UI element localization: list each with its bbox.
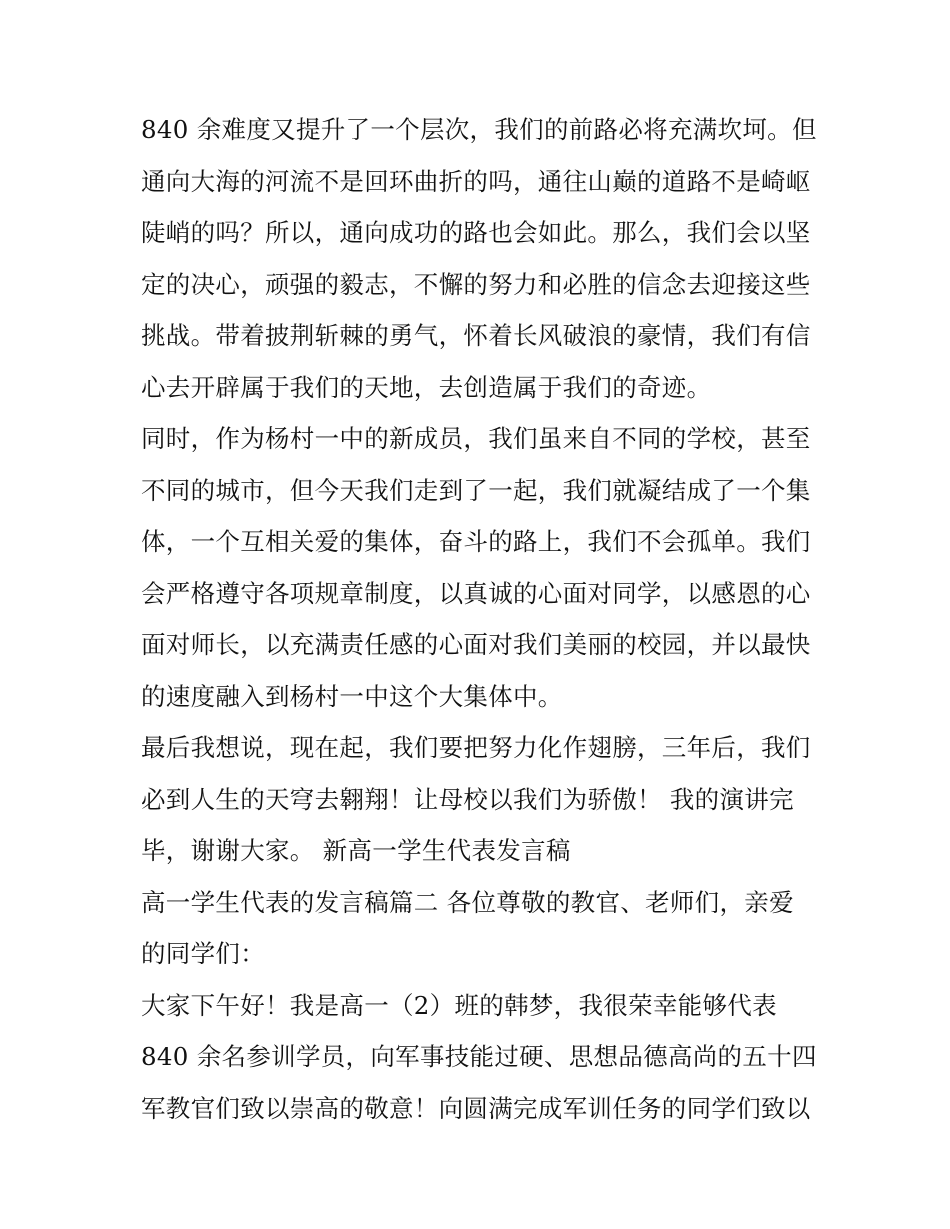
- text-line: 毕，谢谢大家。 新高一学生代表发言稿: [141, 836, 571, 865]
- text-line: 最后我想说，现在起，我们要把努力化作翅膀，三年后，我们: [141, 733, 811, 762]
- text-line: 会严格遵守各项规章制度，以真诚的心面对同学，以感恩的心: [141, 578, 811, 608]
- text-line: 高一学生代表的发言稿篇二 各位尊敬的教官、老师们，亲爱: [141, 887, 794, 917]
- text-line: 心去开辟属于我们的天地，去创造属于我们的奇迹。: [141, 372, 712, 402]
- text-line: 陡峭的吗？所以，通向成功的路也会如此。那么，我们会以坚: [141, 218, 811, 247]
- text-line: 定的决心，顽强的毅志，不懈的努力和必胜的信念去迎接这些: [141, 269, 811, 299]
- text-line: 必到人生的天穹去翱翔！让母校以我们为骄傲！ 我的演讲完: [141, 784, 794, 814]
- text-line: 的速度融入到杨村一中这个大集体中。: [141, 681, 563, 711]
- text-line: 840 余名参训学员，向军事技能过硬、思想品德高尚的五十四: [141, 1042, 817, 1071]
- document-body: [141, 108, 821, 1138]
- text-line: 不同的城市，但今天我们走到了一起，我们就凝结成了一个集: [141, 475, 811, 505]
- text-line: 同时，作为杨村一中的新成员，我们虽来自不同的学校，甚至: [141, 424, 811, 453]
- text-line: 的同学们：: [141, 939, 265, 968]
- text-line: 通向大海的河流不是回环曲折的吗，通往山巅的道路不是崎岖: [141, 166, 811, 196]
- text-line: 挑战。带着披荆斩棘的勇气，怀着长风破浪的豪情，我们有信: [141, 321, 811, 350]
- text-line: 面对师长，以充满责任感的心面对我们美丽的校园，并以最快: [141, 630, 811, 659]
- text-line: 军教官们致以崇高的敬意！向圆满完成军训任务的同学们致以: [141, 1093, 811, 1123]
- text-line: 840 余难度又提升了一个层次，我们的前路必将充满坎坷。但: [141, 115, 817, 144]
- text-line: 大家下午好！我是高一（2）班的韩梦，我很荣幸能够代表: [141, 990, 777, 1020]
- text-line: 体，一个互相关爱的集体，奋斗的路上，我们不会孤单。我们: [141, 527, 811, 556]
